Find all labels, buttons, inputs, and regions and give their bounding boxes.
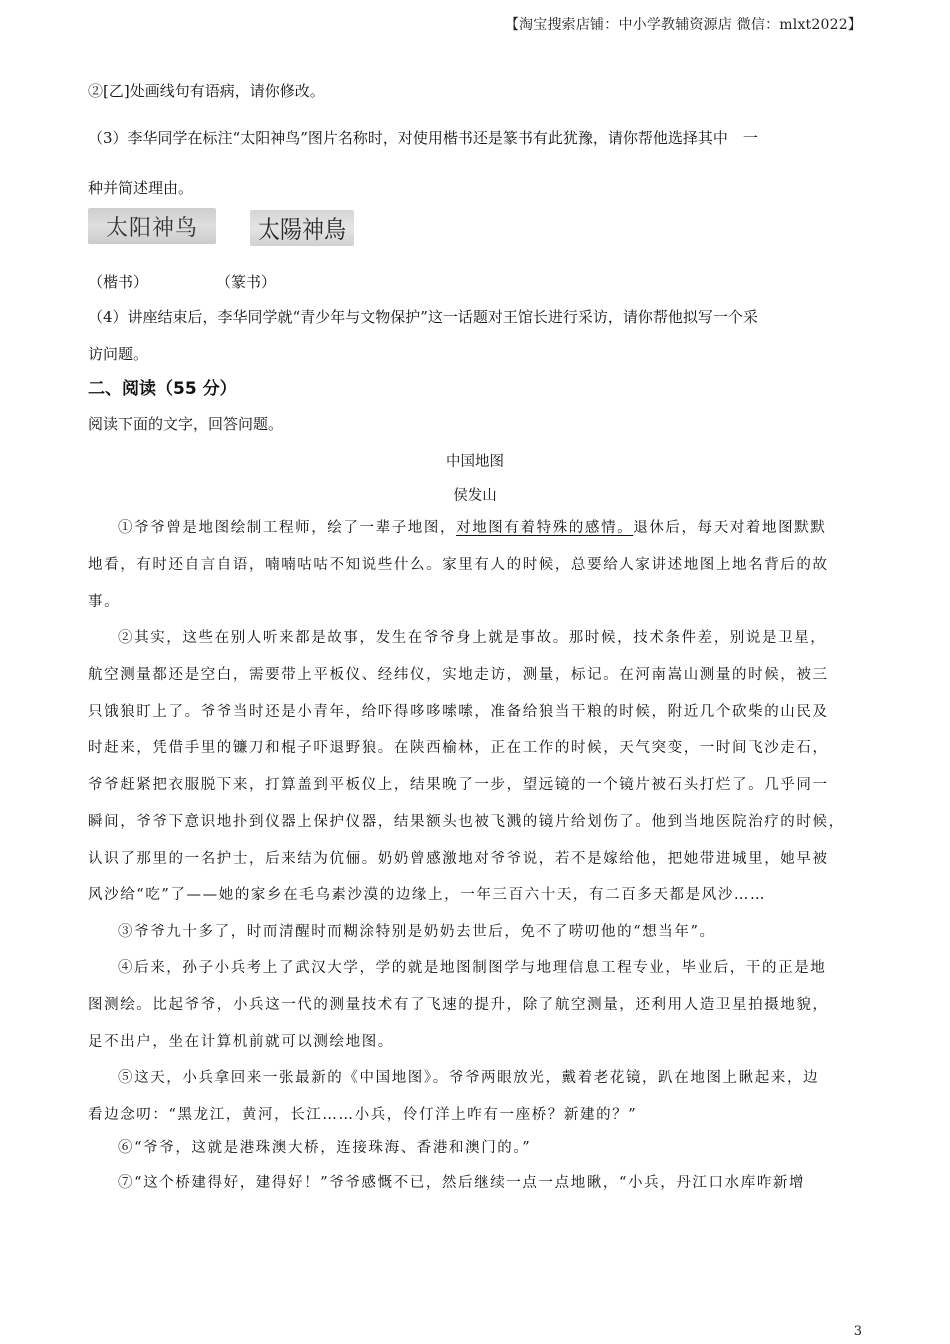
paragraph-1-line-2: 地看，有时还自言自语，喃喃咕咕不知说些什么。家里有人的时候，总要给人家讲述地图上地名背后的故 bbox=[88, 557, 829, 573]
paragraph-4-line-2: 图测绘。比起爷爷，小兵这一代的测量技术有了飞速的提升，除了航空测量，还利用人造卫星拍摄地貌， bbox=[88, 997, 829, 1013]
paragraph-2-line-7: 认识了那里的一名护士，后来结为伉俪。奶奶曾感激地对爷爷说，若不是嫁给他，把她带进城里，她早被 bbox=[88, 851, 829, 867]
zhuanshu-image-text: 太陽神鳥 bbox=[257, 216, 346, 244]
zhuanshu-image bbox=[250, 210, 354, 246]
underlined-sentence: 对地图有着特殊的感情。 bbox=[456, 520, 634, 536]
question-4-line-1: （4）讲座结束后，李华同学就“青少年与文物保护”这一话题对王馆长进行采访，请你帮他拟写一个采 bbox=[88, 308, 758, 326]
paragraph-4-line-3: 足不出户，坐在计算机前就可以测绘地图。 bbox=[88, 1034, 394, 1050]
paragraph-2-line-5: 爷爷赶紧把衣服脱下来，打算盖到平板仪上，结果晚了一步，望远镜的一个镜片被石头打烂了。几乎同一 bbox=[88, 777, 829, 793]
question-3-line-2: 种并简述理由。 bbox=[88, 179, 194, 197]
question-4-line-2: 访问题。 bbox=[88, 345, 149, 363]
article-author: 侯发山 bbox=[453, 488, 497, 504]
page-number: 3 bbox=[853, 1324, 862, 1339]
section-2-heading: 二、阅读（55 分） bbox=[88, 379, 237, 399]
article-title: 中国地图 bbox=[446, 454, 504, 470]
paragraph-7-line-1: ⑦“这个桥建得好，建得好！”爷爷感慨不已，然后继续一点一点地瞅，“小兵，丹江口水库咋新增 bbox=[118, 1175, 806, 1191]
paragraph-1-line-1: ①爷爷曾是地图绘制工程师，绘了一辈子地图，对地图有着特殊的感情。退休后，每天对着地图默默 bbox=[118, 520, 827, 536]
paragraph-5-line-1: ⑤这天，小兵拿回来一张最新的《中国地图》。爷爷两眼放光，戴着老花镜，趴在地图上瞅起来，边 bbox=[118, 1070, 820, 1086]
paragraph-5-line-2: 看边念叨：“黑龙江，黄河，长江……小兵，伶仃洋上咋有一座桥？新建的？” bbox=[88, 1107, 638, 1123]
paragraph-2-line-3: 只饿狼盯上了。爷爷当时还是小青年，给吓得哆哆嗦嗦，准备给狼当干粮的时候，附近几个砍柴的山民及 bbox=[88, 704, 829, 720]
paragraph-2-line-6: 瞬间，爷爷下意识地扑到仪器上保护仪器，结果额头也被飞溅的镜片给划伤了。他到当地医院治疗的时候， bbox=[88, 814, 845, 830]
question-3-line-1: （3）李华同学在标注“太阳神鸟”图片名称时，对使用楷书还是篆书有此犹豫，请你帮他选择其中 一 bbox=[88, 129, 758, 147]
paragraph-1-line-3: 事。 bbox=[88, 594, 121, 610]
paragraph-2-line-2: 航空测量都还是空白，需要带上平板仪、经纬仪，实地走访，测量，标记。在河南嵩山测量的时候，被三 bbox=[88, 667, 829, 683]
question-2-2: ②[乙]处画线句有语病，请你修改。 bbox=[88, 82, 325, 100]
paragraph-2-line-4: 时赶来，凭借手里的镰刀和棍子吓退野狼。在陕西榆林，正在工作的时候，天气突变，一时间飞沙走石， bbox=[88, 740, 829, 756]
kaishu-image-text: 太阳神鸟 bbox=[105, 215, 198, 241]
paragraph-6-line-1: ⑥“爷爷，这就是港珠澳大桥，连接珠海、香港和澳门的。” bbox=[118, 1140, 532, 1156]
header-source-note: 【淘宝搜索店铺：中小学教辅资源店 微信：mlxt2022】 bbox=[504, 17, 862, 33]
paragraph-3-line-1: ③爷爷九十多了，时而清醒时而糊涂特别是奶奶去世后，免不了唠叨他的“想当年”。 bbox=[118, 924, 716, 940]
section-2-instruction: 阅读下面的文字，回答问题。 bbox=[88, 415, 284, 433]
kaishu-image bbox=[88, 208, 216, 244]
caption-kaishu: （楷书） bbox=[88, 273, 149, 291]
paragraph-4-line-1: ④后来，孙子小兵考上了武汉大学，学的就是地图制图学与地理信息工程专业，毕业后，干的正是地 bbox=[118, 960, 827, 976]
paragraph-2-line-8: 风沙给“吃”了——她的家乡在毛乌素沙漠的边缘上，一年三百六十天，有二百多天都是风沙…… bbox=[88, 887, 767, 903]
paragraph-2-line-1: ②其实，这些在别人听来都是故事，发生在爷爷身上就是事故。那时候，技术条件差，别说是卫星， bbox=[118, 630, 827, 646]
caption-zhuanshu: （篆书） bbox=[216, 273, 277, 291]
